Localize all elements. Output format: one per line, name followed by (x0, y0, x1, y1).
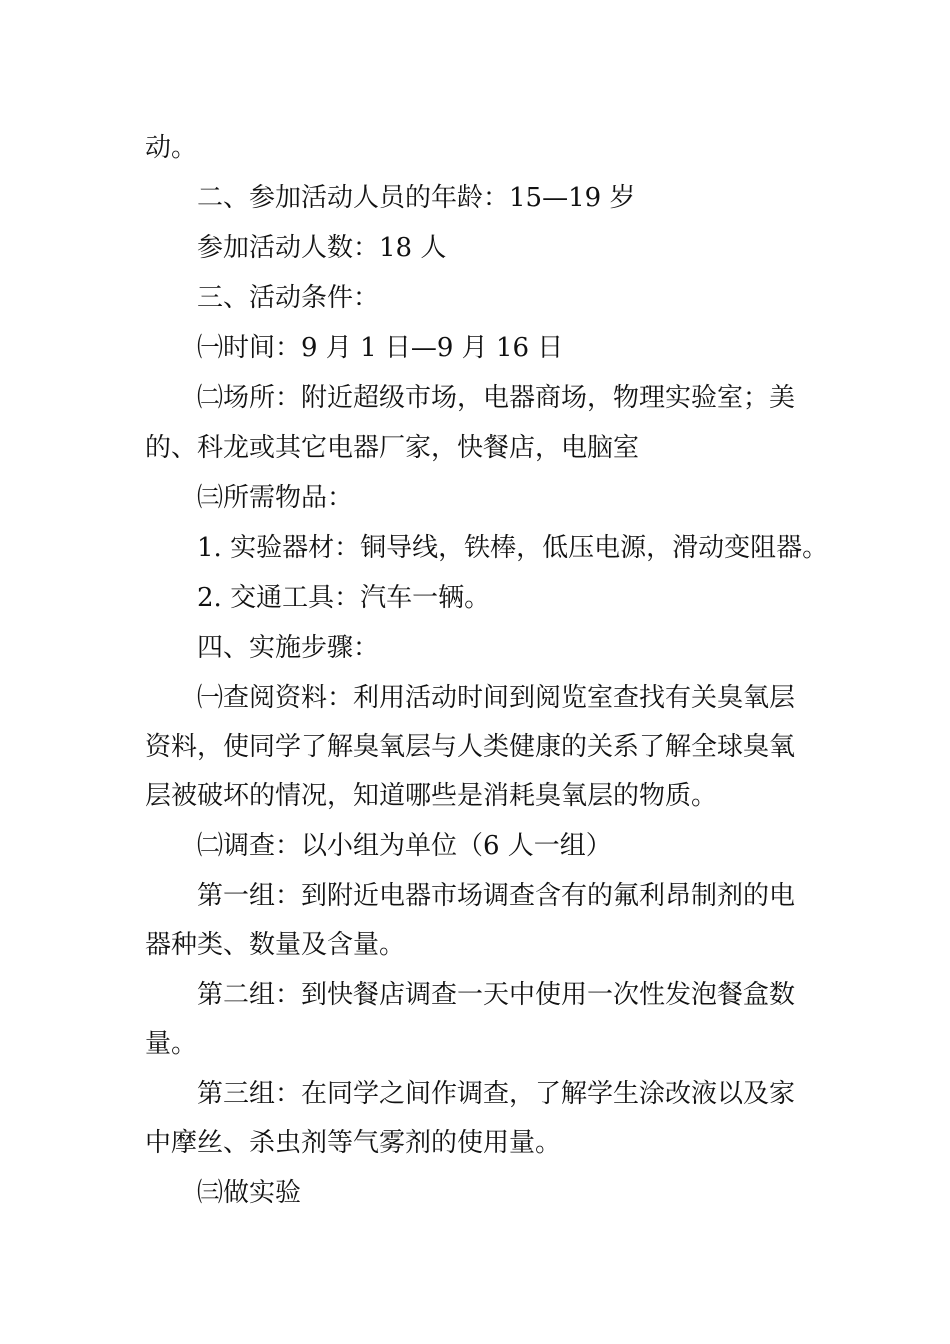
text-line: 动。 (145, 133, 198, 163)
text-line: ㈡场所：附近超级市场，电器商场，物理实验室；美 (197, 383, 796, 413)
text-line: 参加活动人数：18 人 (197, 233, 447, 263)
text-line: ㈡调查：以小组为单位（6 人一组） (197, 831, 612, 861)
text-line: ㈢所需物品： (197, 483, 354, 513)
text-line: 第二组：到快餐店调查一天中使用一次性发泡餐盒数 (197, 980, 796, 1010)
text-line: ㈠查阅资料：利用活动时间到阅览室查找有关臭氧层 (197, 683, 796, 713)
text-line: ㈠时间：9 月 1 日—9 月 16 日 (197, 333, 564, 363)
text-line: 资料，使同学了解臭氧层与人类健康的关系了解全球臭氧 (145, 732, 796, 762)
text-line: 层被破坏的情况，知道哪些是消耗臭氧层的物质。 (145, 781, 718, 811)
text-line: 第一组：到附近电器市场调查含有的氟利昂制剂的电 (197, 881, 796, 911)
text-line: ㈢做实验 (197, 1178, 302, 1208)
text-line: 四、实施步骤： (197, 633, 380, 663)
text-line: 三、活动条件： (197, 283, 380, 313)
text-line: 二、参加活动人员的年龄：15—19 岁 (197, 183, 636, 213)
text-line: 2. 交通工具：汽车一辆。 (197, 583, 491, 613)
text-line: 器种类、数量及含量。 (145, 930, 406, 960)
text-line: 1. 实验器材：铜导线，铁棒，低压电源，滑动变阻器。 (197, 533, 829, 563)
text-line: 量。 (145, 1029, 198, 1059)
text-line: 的、科龙或其它电器厂家，快餐店，电脑室 (145, 433, 640, 463)
text-line: 第三组：在同学之间作调查，了解学生涂改液以及家 (197, 1079, 796, 1109)
text-line: 中摩丝、杀虫剂等气雾剂的使用量。 (145, 1128, 562, 1158)
